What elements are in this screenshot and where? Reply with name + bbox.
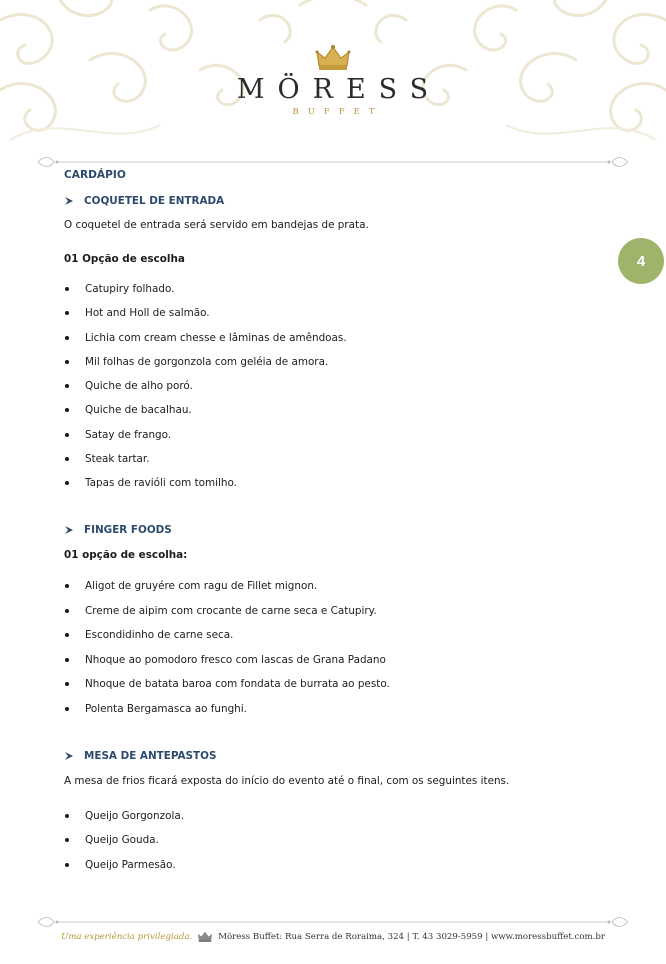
list-item: Nhoque ao pomodoro fresco com lascas de Grana Padano [64,653,604,667]
arrow-bullet-icon [64,751,74,761]
coquetel-list [64,282,604,490]
list-item: Quiche de bacalhau. [64,403,604,417]
list-item: Aligot de gruyére com ragu de Fillet mignon. [64,579,604,593]
list-item: Escondidinho de carne seca. [64,628,604,642]
list-item: Steak tartar. [64,452,604,466]
page-number-badge: 4 [618,238,664,284]
list-item: Queijo Gorgonzola. [64,809,604,823]
section-heading-coquetel [64,194,604,208]
list-item: Satay de frango. [64,428,604,442]
footer-tagline: Uma experiência privilegiada. [61,931,193,942]
crown-icon [197,930,213,943]
brand-name: MÖRESS [236,74,442,105]
list-item: Mil folhas de gorgonzola com geléia de amora. [64,355,604,369]
section-note: O coquetel de entrada será servido em bandejas de prata. [64,219,369,231]
menu-content [64,168,604,872]
antepastos-list [64,809,604,872]
list-item: Hot and Holl de salmão. [64,306,604,320]
brand-subtitle: BUFFET [292,107,384,117]
brand-logo [0,44,666,117]
footer-contact-info: Möress Buffet: Rua Serra de Roraima, 324 | T. 43 3029-5959 | www.moressbuffet.com.br [218,931,605,942]
section-heading-label: MESA DE ANTEPASTOS [84,749,217,762]
section-heading-antepastos [64,749,604,763]
list-item: Queijo Parmesão. [64,858,604,872]
section-heading-finger-foods [64,523,604,537]
bottom-divider [36,914,630,930]
list-item: Polenta Bergamasca ao funghi. [64,702,604,716]
list-item: Lichia com cream chesse e lâminas de amêndoas. [64,331,604,345]
footer [0,930,666,943]
menu-title: CARDÁPIO [64,169,126,181]
list-item: Nhoque de batata baroa com fondata de burrata ao pesto. [64,677,604,691]
arrow-bullet-icon [64,525,74,535]
choice-label: 01 Opção de escolha [64,253,185,265]
section-note: A mesa de frios ficará exposta do início do evento até o final, com os seguintes itens. [64,774,510,787]
list-item: Quiche de alho poró. [64,379,604,393]
list-item: Queijo Gouda. [64,833,604,847]
section-heading-label: COQUETEL DE ENTRADA [84,195,225,207]
list-item: Catupiry folhado. [64,282,604,296]
crown-icon [315,44,351,72]
section-heading-label: FINGER FOODS [84,524,172,537]
list-item: Creme de aipim com crocante de carne seca e Catupiry. [64,604,604,618]
list-item: Tapas de ravióli com tomilho. [64,476,604,490]
finger-foods-list [64,579,604,716]
arrow-bullet-icon [64,196,74,206]
choice-label: 01 opção de escolha: [64,549,188,562]
